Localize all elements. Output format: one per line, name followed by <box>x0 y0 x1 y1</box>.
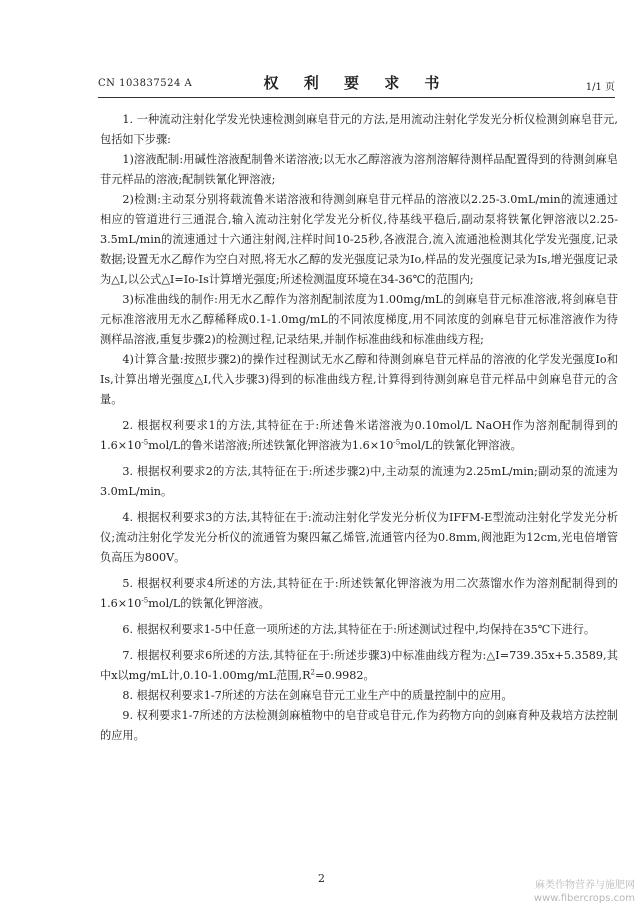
patent-number: CN 103837524 A <box>98 78 193 89</box>
claim-1-step-2: 2)检测:主动泵分别将载流鲁米诺溶液和待测剑麻皂苷元样品的溶液以2.25-3.0mL/min的流速通过相应的管道进行三通混合,输入流动注射化学发光分析仪,待基线平稳后,副动泵将铁氰化钾溶液以2.25-3.5mL/min的流速通过十六通注射阀,注样时间10-25秒,各液混合,流入流通池检测其化学发光强度,记录数据;设置无水乙醇作为空白对照,将无水乙醇的发光强度记录为Io,样品的发光强度记录为Is,增光强度记录为△I,以公式△I=Io-Is计算增光强度;所述检测温度环境在34-36℃的范围内; <box>100 193 618 286</box>
claim-5-text-b: mol/L的铁氰化钾溶液。 <box>148 597 270 610</box>
claims-body <box>100 110 618 746</box>
page-number: 2 <box>318 872 325 885</box>
claim-4: 4. 根据权利要求3的方法,其特征在于:流动注射化学发光分析仪为IFFM-E型流动注射化学发光分析仪;流动注射化学发光分析仪的流通管为聚四氟乙烯管,流通管内径为0.8mm,阀池距为12cm,光电倍增管负高压为800V。 <box>100 511 618 564</box>
page-header <box>98 72 615 94</box>
claim-5-text-a: 5. 根据权利要求4所述的方法,其特征在于:所述铁氰化钾溶液为用二次蒸馏水作为溶剂配制得到的1.6×10 <box>100 577 618 610</box>
claim-2-text-a: 2. 根据权利要求1的方法,其特征在于:所述鲁米诺溶液为0.10mol/L NaOH作为溶剂配制得到的1.6×10 <box>100 419 618 452</box>
watermark-line-1: 麻类作物营养与施肥网 <box>535 880 635 891</box>
claim-9: 9. 权利要求1-7所述的方法检测剑麻植物中的皂苷或皂苷元,作为药物方向的剑麻育种及栽培方法控制的应用。 <box>100 709 618 742</box>
claim-1-step-1: 1)溶液配制:用碱性溶液配制鲁米诺溶液;以无水乙醇溶液为溶剂溶解待测样品配置得到的待测剑麻皂苷元样品的溶液;配制铁氰化钾溶液; <box>100 153 618 186</box>
claim-2-text-b: mol/L的鲁米诺溶液;所述铁氰化钾溶液为1.6×10 <box>148 439 394 452</box>
claim-7-text-b: =0.9982。 <box>315 669 375 682</box>
claim-3: 3. 根据权利要求2的方法,其特征在于:所述步骤2)中,主动泵的流速为2.25mL/min;副动泵的流速为3.0mL/min。 <box>100 465 618 498</box>
site-watermark <box>534 879 635 905</box>
claim-6: 6. 根据权利要求1-5中任意一项所述的方法,其特征在于:所述测试过程中,均保持在35℃下进行。 <box>122 623 596 636</box>
claim-2 <box>100 416 618 456</box>
claim-2-exponent-1: -5 <box>141 438 149 447</box>
claim-2-text-c: mol/L的铁氰化钾溶液。 <box>400 439 522 452</box>
document-title: 权 利 要 求 书 <box>263 74 450 92</box>
page-label: 1/1 页 <box>585 82 615 93</box>
claim-7-exponent: 2 <box>310 668 316 677</box>
claim-5-exponent: -5 <box>141 596 149 605</box>
claim-8: 8. 根据权利要求1-7所述的方法在剑麻皂苷元工业生产中的质量控制中的应用。 <box>122 689 513 702</box>
watermark-line-2: www.fibercrops.com <box>533 893 635 904</box>
claim-5 <box>100 574 618 614</box>
claim-7 <box>100 646 618 686</box>
claim-7-text-a: 7. 根据权利要求6所述的方法,其特征在于:所述步骤3)中标准曲线方程为:△I=739.35x+5.3589,其中x以mg/mL计,0.10-1.00mg/mL范围,R <box>100 649 618 682</box>
claim-1-step-4: 4)计算含量:按照步骤2)的操作过程测试无水乙醇和待测剑麻皂苷元样品的溶液的化学发光强度Io和Is,计算出增光强度△I,代入步骤3)得到的标准曲线方程,计算得到待测剑麻皂苷元样品中剑麻皂苷元的含量。 <box>100 353 618 406</box>
claim-1-intro: 1. 一种流动注射化学发光快速检测剑麻皂苷元的方法,是用流动注射化学发光分析仪检测剑麻皂苷元,包括如下步骤: <box>100 113 618 146</box>
claim-1-step-3: 3)标准曲线的制作:用无水乙醇作为溶剂配制浓度为1.00mg/mL的剑麻皂苷元标准溶液,将剑麻皂苷元标准溶液用无水乙醇稀释成0.1-1.0mg/mL的不同浓度梯度,用不同浓度的剑麻皂苷元标准溶液作为待测样品溶液,重复步骤2)的检测过程,记录结果,并制作标准曲线和标准曲线方程; <box>100 293 618 346</box>
claim-2-exponent-2: -5 <box>393 438 401 447</box>
header-rule <box>98 97 615 98</box>
